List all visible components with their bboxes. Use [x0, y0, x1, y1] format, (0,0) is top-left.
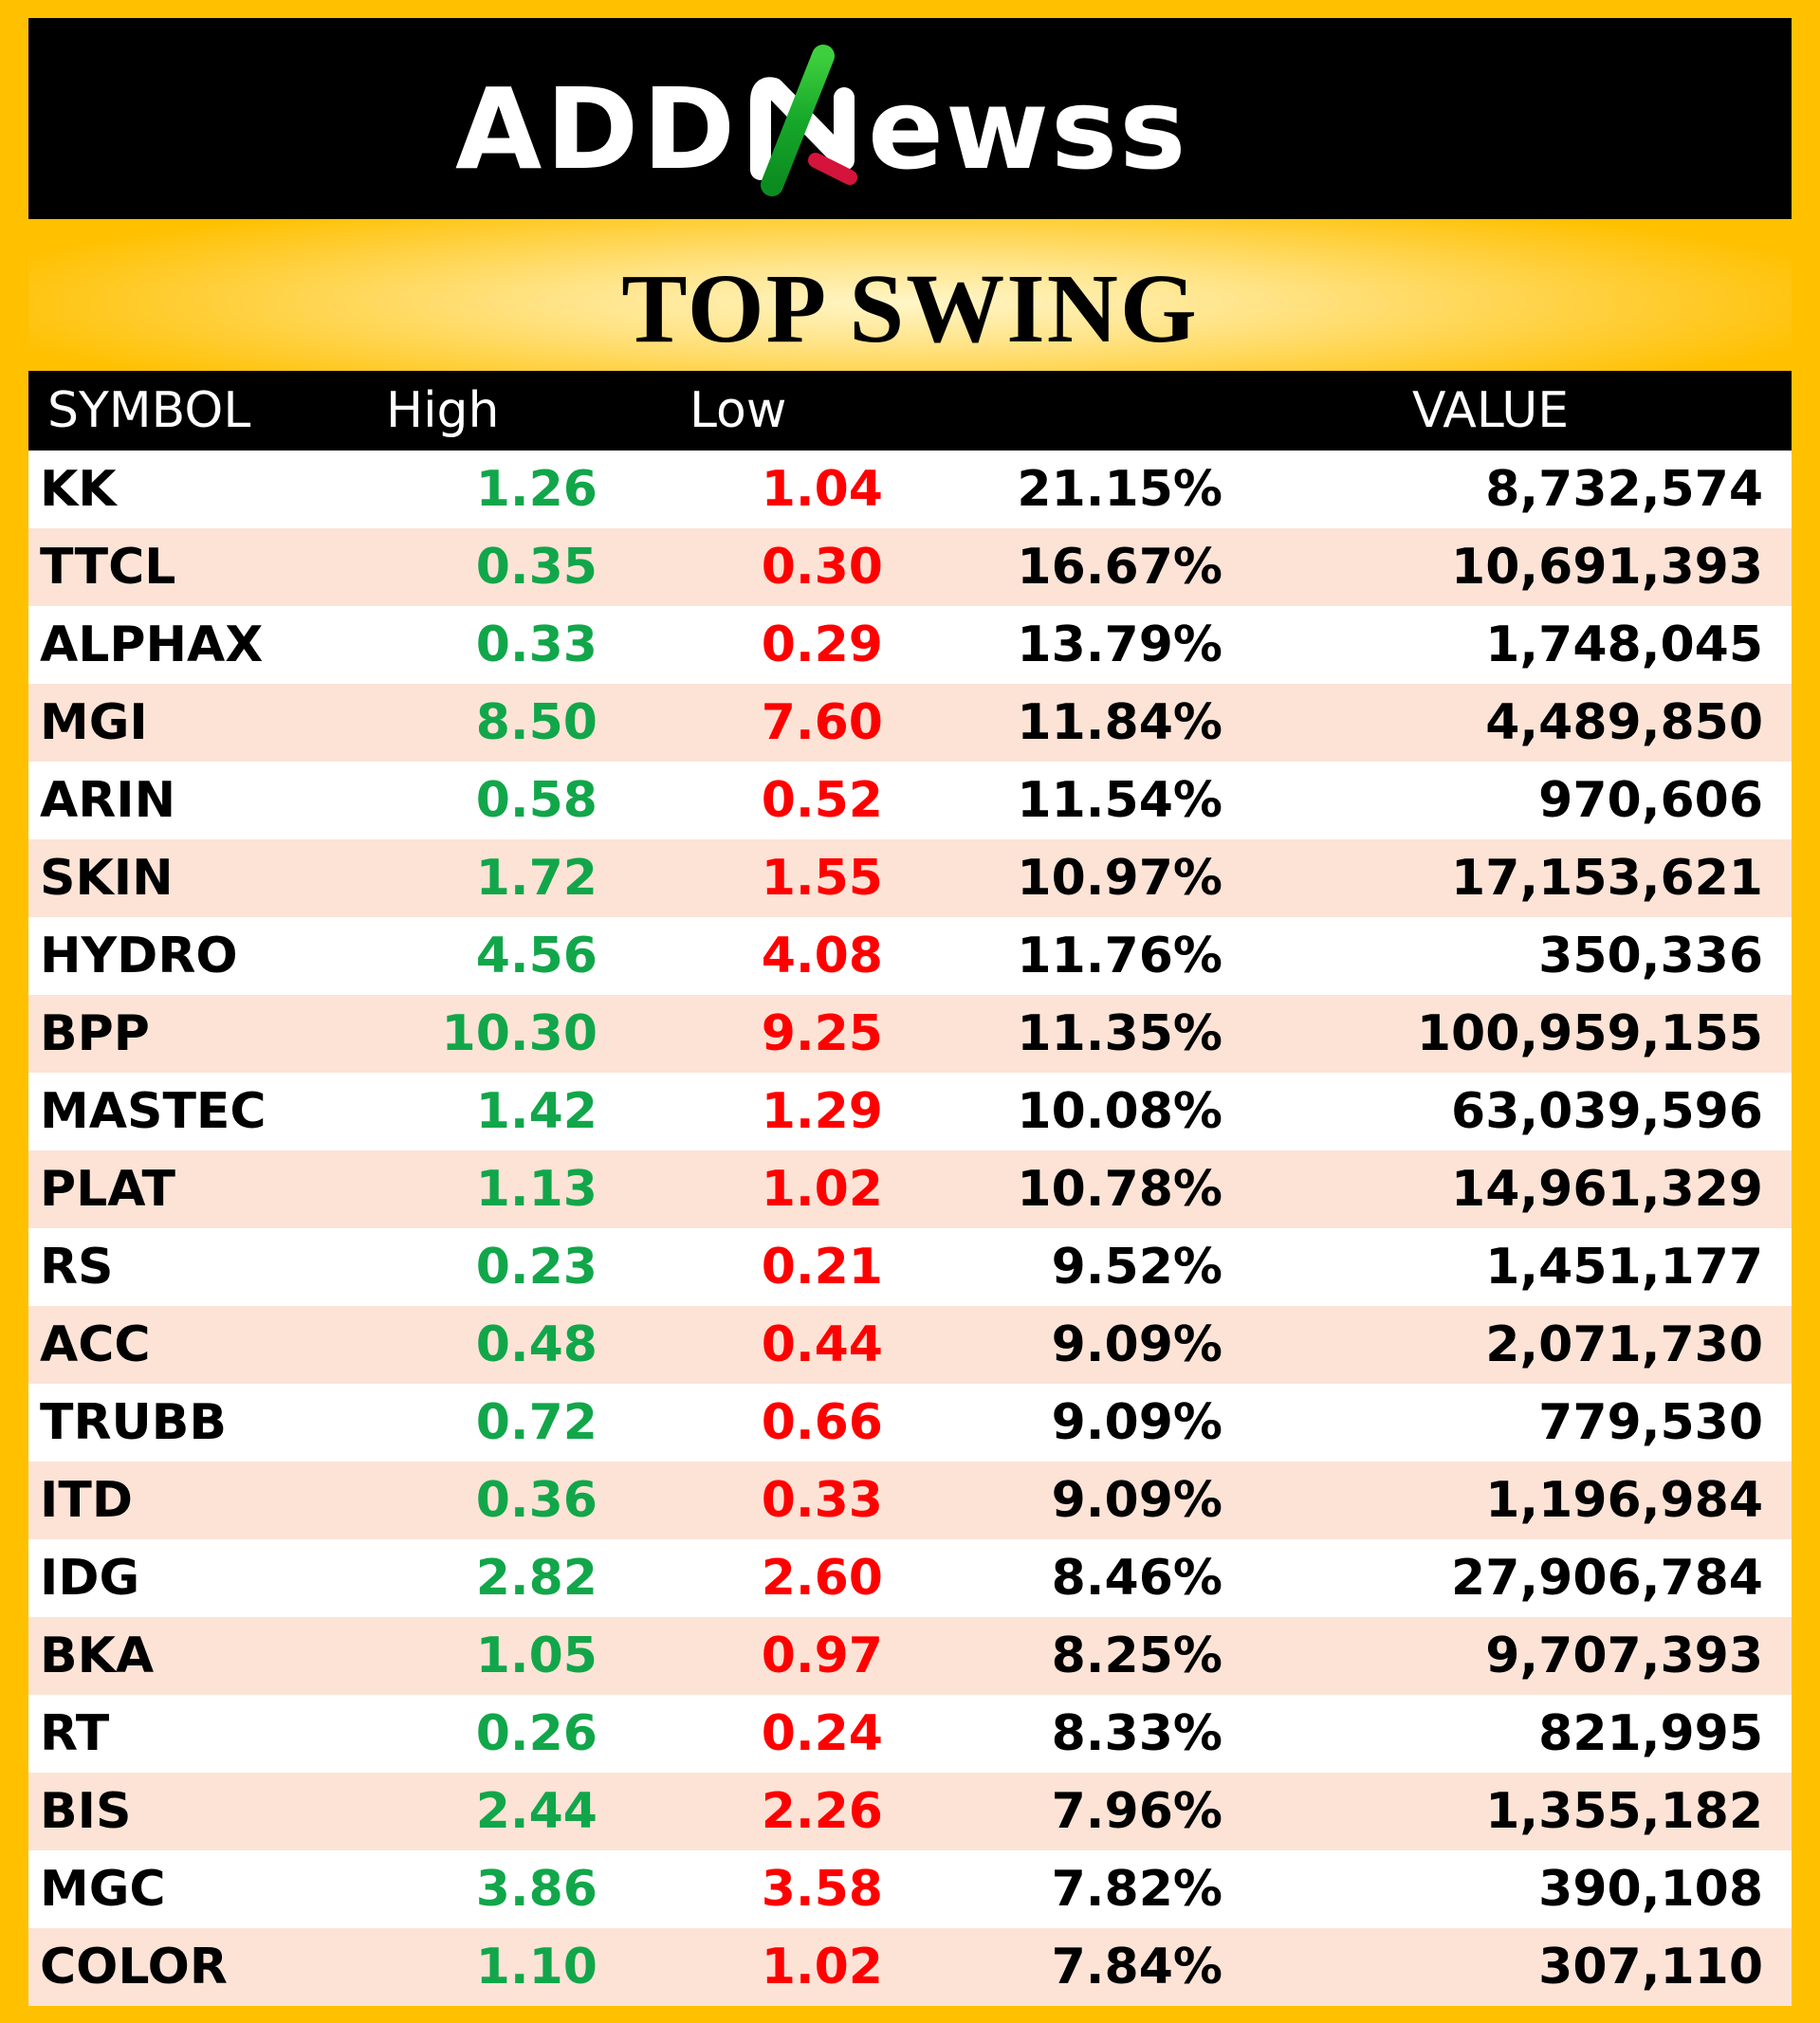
low-cell: 0.97 [761, 1628, 883, 1684]
col-header-high: High [386, 382, 500, 439]
percent-cell: 9.09% [1051, 1394, 1223, 1451]
value-cell: 1,196,984 [1485, 1472, 1763, 1529]
low-cell: 9.25 [761, 1005, 883, 1062]
high-cell: 2.82 [475, 1550, 597, 1607]
table-row [28, 684, 1792, 762]
value-cell: 779,530 [1538, 1394, 1763, 1451]
value-cell: 350,336 [1538, 928, 1763, 984]
percent-cell: 9.52% [1051, 1239, 1223, 1296]
high-cell: 8.50 [475, 694, 597, 751]
table-row [28, 528, 1792, 606]
table-row [28, 1073, 1792, 1150]
low-cell: 1.02 [761, 1939, 883, 1995]
table-row [28, 1695, 1792, 1773]
low-cell: 0.29 [761, 616, 883, 673]
symbol-cell: TTCL [40, 539, 176, 596]
high-cell: 3.86 [475, 1861, 597, 1918]
low-cell: 1.02 [761, 1161, 883, 1218]
percent-cell: 10.78% [1017, 1161, 1223, 1218]
percent-cell: 8.25% [1051, 1628, 1223, 1684]
percent-cell: 9.09% [1051, 1316, 1223, 1373]
high-cell: 10.30 [441, 1005, 597, 1062]
table-row [28, 606, 1792, 684]
value-cell: 10,691,393 [1451, 539, 1763, 596]
page-title: TOP SWING [621, 254, 1199, 363]
percent-cell: 16.67% [1017, 539, 1223, 596]
low-cell: 1.55 [761, 850, 883, 907]
symbol-cell: BKA [40, 1628, 155, 1684]
percent-cell: 11.76% [1017, 928, 1223, 984]
high-cell: 0.48 [475, 1316, 597, 1373]
high-cell: 0.36 [475, 1472, 597, 1529]
low-cell: 2.60 [761, 1550, 883, 1607]
table-row [28, 995, 1792, 1073]
value-cell: 307,110 [1538, 1939, 1763, 1995]
high-cell: 4.56 [475, 928, 597, 984]
col-header-value: VALUE [1412, 382, 1570, 439]
symbol-cell: COLOR [40, 1939, 228, 1995]
table-row [28, 1462, 1792, 1539]
low-cell: 1.29 [761, 1083, 883, 1140]
low-cell: 4.08 [761, 928, 883, 984]
percent-cell: 9.09% [1051, 1472, 1223, 1529]
value-cell: 970,606 [1538, 772, 1763, 829]
logo-text-ewss: ewss [868, 64, 1188, 194]
symbol-cell: MGC [40, 1861, 166, 1918]
symbol-cell: RS [40, 1239, 114, 1296]
value-cell: 8,732,574 [1485, 461, 1763, 518]
table-header [28, 371, 1792, 451]
low-cell: 0.21 [761, 1239, 883, 1296]
table-row [28, 1928, 1792, 2006]
percent-cell: 7.82% [1051, 1861, 1223, 1918]
value-cell: 4,489,850 [1485, 694, 1763, 751]
table-row [28, 762, 1792, 839]
value-cell: 63,039,596 [1451, 1083, 1763, 1140]
symbol-cell: TRUBB [40, 1394, 228, 1451]
symbol-cell: SKIN [40, 850, 174, 907]
high-cell: 1.42 [475, 1083, 597, 1140]
table-row [28, 1228, 1792, 1306]
percent-cell: 10.97% [1017, 850, 1223, 907]
symbol-cell: ACC [40, 1316, 151, 1373]
table-row [28, 1306, 1792, 1384]
percent-cell: 7.84% [1051, 1939, 1223, 1995]
swing-table-body [28, 451, 1792, 2006]
high-cell: 0.26 [475, 1705, 597, 1762]
logo-n-mark [761, 56, 850, 185]
high-cell: 1.72 [475, 850, 597, 907]
symbol-cell: ALPHAX [40, 616, 264, 673]
percent-cell: 11.84% [1017, 694, 1223, 751]
table-row [28, 1850, 1792, 1928]
symbol-cell: ITD [40, 1472, 133, 1529]
percent-cell: 21.15% [1017, 461, 1223, 518]
high-cell: 0.23 [475, 1239, 597, 1296]
addnewss-logo [28, 18, 1792, 219]
low-cell: 0.33 [761, 1472, 883, 1529]
percent-cell: 11.54% [1017, 772, 1223, 829]
low-cell: 1.04 [761, 461, 883, 518]
high-cell: 1.05 [475, 1628, 597, 1684]
value-cell: 1,748,045 [1485, 616, 1763, 673]
value-cell: 1,451,177 [1485, 1239, 1763, 1296]
high-cell: 1.26 [475, 461, 597, 518]
low-cell: 0.52 [761, 772, 883, 829]
table-row [28, 1539, 1792, 1617]
symbol-cell: PLAT [40, 1161, 175, 1218]
symbol-cell: MGI [40, 694, 148, 751]
value-cell: 14,961,329 [1451, 1161, 1763, 1218]
percent-cell: 11.35% [1017, 1005, 1223, 1062]
percent-cell: 8.33% [1051, 1705, 1223, 1762]
table-row [28, 1617, 1792, 1695]
value-cell: 390,108 [1538, 1861, 1763, 1918]
percent-cell: 7.96% [1051, 1783, 1223, 1840]
value-cell: 2,071,730 [1485, 1316, 1763, 1373]
low-cell: 0.30 [761, 539, 883, 596]
logo-text-add: ADD [455, 64, 740, 194]
value-cell: 821,995 [1538, 1705, 1763, 1762]
table-row [28, 1384, 1792, 1462]
low-cell: 0.24 [761, 1705, 883, 1762]
table-row [28, 839, 1792, 917]
high-cell: 1.13 [475, 1161, 597, 1218]
high-cell: 0.72 [475, 1394, 597, 1451]
symbol-cell: MASTEC [40, 1083, 267, 1140]
symbol-cell: RT [40, 1705, 110, 1762]
logo-banner [28, 18, 1792, 219]
low-cell: 2.26 [761, 1783, 883, 1840]
high-cell: 2.44 [475, 1783, 597, 1840]
value-cell: 17,153,621 [1451, 850, 1763, 907]
symbol-cell: IDG [40, 1550, 140, 1607]
col-header-low: Low [689, 382, 787, 439]
low-cell: 0.44 [761, 1316, 883, 1373]
high-cell: 0.33 [475, 616, 597, 673]
symbol-cell: BPP [40, 1005, 150, 1062]
symbol-cell: BIS [40, 1783, 132, 1840]
top-swing-card [28, 18, 1792, 1995]
value-cell: 9,707,393 [1485, 1628, 1763, 1684]
low-cell: 3.58 [761, 1861, 883, 1918]
high-cell: 0.58 [475, 772, 597, 829]
symbol-cell: ARIN [40, 772, 176, 829]
title-band [28, 219, 1792, 371]
low-cell: 0.66 [761, 1394, 883, 1451]
value-cell: 1,355,182 [1485, 1783, 1763, 1840]
symbol-cell: KK [40, 461, 117, 518]
percent-cell: 13.79% [1017, 616, 1223, 673]
symbol-cell: HYDRO [40, 928, 238, 984]
low-cell: 7.60 [761, 694, 883, 751]
table-row [28, 1150, 1792, 1228]
table-row [28, 917, 1792, 995]
percent-cell: 10.08% [1017, 1083, 1223, 1140]
high-cell: 0.35 [475, 539, 597, 596]
value-cell: 27,906,784 [1451, 1550, 1763, 1607]
table-row [28, 1773, 1792, 1850]
high-cell: 1.10 [475, 1939, 597, 1995]
percent-cell: 8.46% [1051, 1550, 1223, 1607]
col-header-symbol: SYMBOL [47, 382, 251, 439]
value-cell: 100,959,155 [1416, 1005, 1763, 1062]
table-row [28, 451, 1792, 528]
